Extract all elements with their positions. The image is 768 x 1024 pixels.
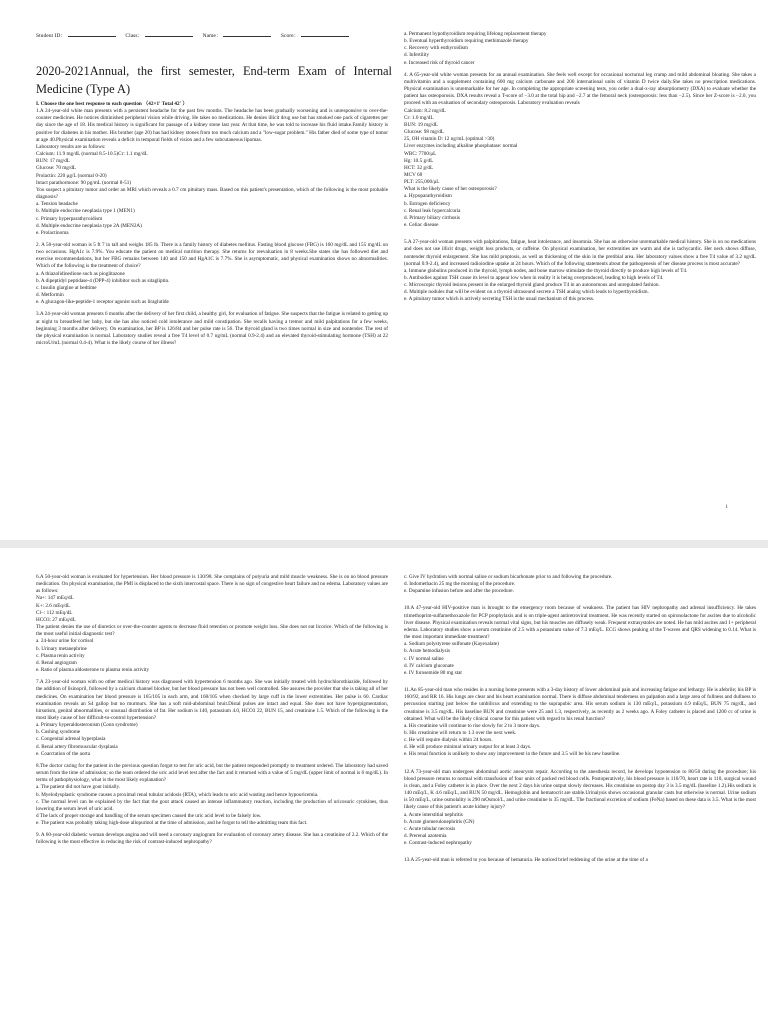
exam-text-line: d. Renal angiogram <box>36 659 77 666</box>
exam-text-line: e. His renal function is unlikely to show any improvement in the future and 3.5 will be his new baseline. <box>404 751 621 758</box>
exam-text-line: 7.A 23-year-old woman with no other medical history was diagnosed with hypertension 6 months ago. She was initially treated with hydrochlorothiazide, followed by the addition of lisinopril, followed by a calcium channel blocker, but her blood pressure has not been well controlled. She assures the provider that she is taking all of her medicines. On examination her blood pressure is 165/105 in each arm, and 168/105 when checked by large cuff in the lower extremities. Her pulse is 60. Cardiac examination reveals an S4 gallop but no murmurs. She has a soft mid-abdominal bruit.Distal pulses are intact and equal. She does not have hyperpigmentation, hirsutism, genital abnormalities, or unusual distribution of fat. Her sodium is 140, potassium 4.0, HCO3 22, BUN 15, and creatinine 1.5. Which of the following is the most likely cause of her difficult-to-control hypertension? <box>36 679 388 721</box>
exam-text-line: d. IV calcium gluconate <box>404 662 454 669</box>
exam-text-line: c. Congenital adrenal hyperplasia <box>36 736 106 743</box>
exam-text-line: Cr: 1.0 mg/dL <box>404 114 434 121</box>
exam-text-line: b. Multiple endocrine neoplasia type 1 (MEN1) <box>36 208 135 215</box>
exam-text-line: d. Metformin <box>36 292 64 299</box>
exam-text-line: d. He will produce minimal urinary output for at least 3 days. <box>404 744 532 751</box>
exam-text-line: c. IV normal saline <box>404 655 444 662</box>
exam-text-line: a. Permanent hypothyroidism requiring lifelong replacement therapy <box>404 31 547 37</box>
exam-text-line: b. A dipeptidyl peptidase-4 (DPP-4) inhibitor such as sitagliptin. <box>36 277 170 284</box>
name-label: Name： <box>202 33 222 39</box>
exam-text-line: Cl−: 112 mEq/dL <box>36 609 73 616</box>
exam-text-line: Glucose: 70 mg/dL <box>36 165 77 172</box>
class-blank <box>145 36 193 37</box>
exam-text-line: Calcium: 11.9 mg/dL (normal 8.5-10.5)Cr: 1.1 mg/dL <box>36 151 148 158</box>
exam-page-2 <box>0 548 768 1024</box>
exam-text-line: 9. A 60-year-old diabetic woman develops angina and will need a coronary angiogram for evaluation of coronary artery disease. She has a creatinine of 2.2. Which of the following is the most effective in reducing the risk of contrast-induced nephropathy? <box>36 832 388 846</box>
exam-text-line: Glucose: 98 mg/dL <box>404 129 445 136</box>
exam-text-line: e. Increased risk of thyroid cancer <box>404 59 475 66</box>
exam-text-line: b. Acute hemodialysis <box>404 648 450 655</box>
exam-text-line: 13.A 25-year-old man is referred to you because of hematuria. He noticed brief reddening of the urine at the time of a <box>404 857 648 864</box>
exam-text-line: b. Antibodies against TSH cause its level to appear low when in reality it is being overproduced, leading to high levels of T4. <box>404 275 664 281</box>
exam-text-line: Na+: 147 mEq/dL <box>36 595 74 602</box>
exam-text-line: WBC: 7700/μL <box>404 150 437 157</box>
exam-text-line: b. Cushing syndrome <box>36 729 81 736</box>
exam-text-line: d The lack of proper storage and handling of the serum specimen caused the uric acid level to be falsely low. <box>36 813 262 819</box>
exam-text-line: Calcium: 8.2 mg/dL <box>404 107 446 114</box>
page1-right-column <box>404 31 756 304</box>
exam-text-line: d. Multiple endocrine neoplasia type 2A (MEN2A) <box>36 222 142 229</box>
exam-text-line: b. Estrogen deficiency <box>404 200 451 207</box>
exam-text-line: HCO3: 27 mEq/dL <box>36 616 76 623</box>
student-id-label: Student ID： <box>36 33 66 39</box>
exam-text-line: 1.A 24-year-old white man presents with a persistent headache for the past few months. The headache has been gradually worsening and is unresponsive to over-the-counter medicines. He notices diminished peripheral vision while driving. He takes no medications. He denies illicit drug use but has smoked one pack of cigarettes per day since the age of 18. His medical history is significant for passage of a kidney stone last year. At that time, he was told to increase his fluid intake.Family history is positive for diabetes in his mother. His brother (age 20) has had kidney stones from too much calcium and a "low-sugar problem." His father died of some type of tumor at age 40.Physical examination reveals a deficit in temporal fields of vision and a few subcutaneous lipomas. <box>36 108 388 143</box>
exam-text-line: e. The patient was probably taking high-dose allopurinol at the time of admission, and he forgot to tell the admitting team this fact. <box>36 820 308 827</box>
exam-text-line: a. A thiazolidinedione such as pioglitazone <box>36 270 125 277</box>
exam-text-line: You suspect a pituitary tumor and order an MRI which reveals a 0.7 cm pituitary mass. Based on this patient's presentation, which of the following is the most probable diagnosis? <box>36 186 388 201</box>
exam-text-line: d. Indomethacin 25 mg the morning of the procedure. <box>404 581 516 588</box>
exam-text-line: 3.A 24-year-old woman presents 6 months after the delivery of her first child, a healthy girl, for evaluation of fatigue. She suspects that the fatigue is related to getting up at night to breastfeed her baby, but she has also noticed cold intolerance and mild constipation. She recalls having a tremor and mild palpitations for a few weeks, beginning 3 months after delivery. On examination, her BP is 126/84 and her pulse rate is 56. The thyroid gland is two times normal in size and nontender. The rest of the physical examination is normal. Laboratory studies reveal a free T4 level of 0.7 ng/mL (normal 0.9-2.4) and an elevated thyroid-stimulating hormone (TSH) at 22 microU/mL (normal 0.4-4). What is the likely course of her illness? <box>36 311 388 346</box>
exam-text-line: b. Acute glomerulonephritis (GN) <box>404 818 475 825</box>
exam-text-line: b. Urinary metanephrine <box>36 645 87 652</box>
exam-text-line: c. Microscopic thyroid lesions present in the enlarged thyroid gland produce T4 in an autonomous and unregulated fashion. <box>404 282 660 289</box>
exam-text-line: b. Eventual hyperthyroidism requiring methimazole therapy <box>404 38 529 45</box>
exam-text-line: e. Celiac disease <box>404 222 439 229</box>
exam-text-line: e. Coarctation of the aorta <box>36 750 91 757</box>
exam-text-line: e. A pituitary tumor which is actively secreting TSH is the usual mechanism of this process. <box>404 296 595 303</box>
exam-text-line: 25, OH vitamin D: 12 ng/mL (optimal >30) <box>404 136 495 143</box>
exam-text-line: d. Renal artery fibromuscular dysplasia <box>36 743 118 750</box>
exam-text-line: 11.An 85-year-old man who resides in a nursing home presents with a 3-day history of lower abdominal pain and increasing fatigue and lethargy. He is afebrile; his BP is 160/92, and RR 16. His lungs are clear and his heart examination normal. There is diffuse abdominal tenderness on palpation and a large area of fullness and dullness to percussion starting just below the umbilicus and extending to the suprapubic area. His serum sodium is 130 mEq/L, potassium 4.9 mEq/L, BUN 75 mg/dL, and creatinine is 3.5 mg/dL. His baseline BUN and creatinine were 25 and 1.3, respectively, as recently as 2 weeks ago. A Foley catheter is placed and 1200 cc of urine is obtained. What will be the likely clinical course for this patient with regard to his renal function? <box>404 687 756 722</box>
exam-text-line: 8.The doctor caring for the patient in the previous question forgot to test for uric acid, but the patient responded promptly to treatment ordered. The laboratory had saved serum from the time of admission; so the team ordered the uric acid level test after the fact and it returned with a value of 5 mg/dL (upper limit of normal is 6 mg/dL). In terms of pathophysiology, what is the most likely explanation? <box>36 762 388 784</box>
exam-text-line: a. Tension headache <box>36 201 78 208</box>
exam-text-line: c. Primary hyperparathyroidism <box>36 215 103 222</box>
exam-text-line: d. Multiple nodules that will be evident on a thyroid ultrasound secrete a TSH analog which leads to hyperthyroidism. <box>404 289 649 296</box>
exam-text-line: e. Contrast-induced nephropathy <box>404 840 472 847</box>
exam-text-line: The patient denies the use of diuretics or over-the-counter agents to decrease fluid retention or promote weight loss. She does not eat licorice. Which of the following is the most useful initial diagnostic test? <box>36 624 388 638</box>
exam-text-line: Liver enzymes including alkaline phosphatase: normal <box>404 143 518 150</box>
exam-text-line: c. He will require dialysis within 24 hours. <box>404 737 493 744</box>
exam-text-line: 12.A 73-year-old man undergoes abdominal aortic aneurysm repair. According to the anesthesia record, he develops hypotension to 80/50 during the procedure; his blood pressure returns to normal with transfusion of four units of packed red blood cells. Postoperatively, his blood pressure is 110/70, heart rate is 110, surgical wound is clean, and a Foley catheter is in place. Over the next 2 days his urine output slowly decreases. His creatinine on postop day 3 is 3.5 mg/dL (baseline 1.2).His sodium is 140 mEq/L, K 4.6 mEq/L, and BUN 50 mg/dL. Hemoglobin and hematocrit are stable.Urinalysis shows occasional granular casts but otherwise is normal. Urine sodium is 50 mEq/L, urine osmolality is 290 mOsmol/L, and urine creatinine is 35 mg/dL. The fractional excretion of sodium (FeNa) based on these data is 3.5. What is the most likely cause of this patient's acute kidney injury? <box>404 768 756 811</box>
exam-text-line: 5.A 27-year-old woman presents with palpitations, fatigue, heat intolerance, and insomnia. She has an otherwise unremarkable medical history. She is on no medications and does not use illicit drugs, weight loss products, or caffeine. On physical examination, her extremities are warm and she is tachycardic. Her neck shows diffuse, nontender thyroid enlargement. She has mild proptosis, as well as thickening of the skin in the pretibial area. Her laboratory values show a free T4 value of 3.2 ng/dL (normal 0.9-2.4), and increased radioiodine uptake at 24 hours. Which of the following statements about the pathogenesis of her disease process is most accurate? <box>404 239 756 267</box>
exam-text-line: c. Renal leak hypercalcuria <box>404 207 461 214</box>
page-number: 1 <box>725 505 728 510</box>
exam-text-line: c. Recovery with euthyroidism <box>404 45 468 52</box>
exam-text-line: a. Immune globulins produced in the thyroid, lymph nodes, and bone marrow stimulate the thyroid directly to produce high levels of T4. <box>404 267 688 274</box>
exam-text-line: 2. A 50-year-old woman is 5 ft 7 in tall and weighs 185 lb. There is a family history of diabetes mellitus. Fasting blood glucose (FBG) is 160 mg/dL and 155 mg/dL on two occasions. HgA1c is 7.9%. You educate the patient on medical nutrition therapy. She returns for reevaluation in 8 weeks.She states she has followed diet and exercise recommendations, but her FBG remains between 140 and 150 and HgA1C is 7.7%. She is asymptomatic, and physical examination shows no abnormalities. Which of the following is the treatment of choice? <box>36 241 388 270</box>
exam-text-line: K+: 2.6 mEq/dL <box>36 602 71 609</box>
exam-text-line: a. 24-hour urine for cortisol <box>36 638 94 645</box>
class-label: Class： <box>125 33 144 39</box>
exam-text-line: b. His creatinine will return to 1.3 over the next week. <box>404 729 517 736</box>
exam-text-line: b. Myelodysplastic syndrome causes a proximal renal tubular acidosis (RTA), which leads to uric acid wasting and hence hypouricemia. <box>36 791 319 798</box>
exam-text-line: c. Plasma renin activity <box>36 652 85 659</box>
exam-text-line: a. The patient did not have gout initially. <box>36 784 121 791</box>
page2-right-column <box>404 574 756 864</box>
exam-text-line: d. Prerenal azotemia <box>404 833 447 839</box>
score-label: Score： <box>280 33 300 39</box>
exam-text-line: Hg: 10.5 g/dL <box>404 157 434 164</box>
exam-text-line: BUN: 17 mg/dL <box>36 158 71 165</box>
exam-text-line: HCT: 32 g/dL <box>404 164 434 171</box>
exam-text-line: e. A glucagon-like-peptide-1 receptor agonist such as liraglutide <box>36 299 169 306</box>
exam-text-line: Intact parathormone: 90 pg/mL (normal 8-51) <box>36 179 132 186</box>
section-heading: I. Choose the one best response to each question （42×1′ Total 42′ ） <box>36 101 188 107</box>
exam-text-line: c. Insulin glargine at bedtime <box>36 284 97 291</box>
exam-text-line: 4. A 65-year-old white woman presents for an annual examination. She feels well except for occasional nocturnal leg cramp and mild abdominal bloating. She takes a multivitamin and a supplement containing 600 mg calcium carbonate and 200 international units of vitamin D twice daily.She takes no prescription medications. Physical examination is unremarkable for her age. In completing the appropriate screening tests, you order a dual-x-ray absorptiometry (DXA) to evaluate whether the patient has osteoporosis. DXA results reveal a T-score of −3.0 at the total hip and −2.7 at the femoral neck (osteoporosis: less than −2.5). Since her Z-score is −2.0, you proceed with an evaluation of secondary osteoporosis. Laboratory evaluation reveals <box>404 71 756 107</box>
exam-text-line: d. Infertility <box>404 52 430 59</box>
exam-text-line: d. Primary biliary cirrhosis <box>404 214 460 221</box>
exam-text-line: e. Prolactinoma <box>36 229 69 236</box>
exam-text-line: e. Dopamine infusion before and after the procedure. <box>404 588 514 595</box>
exam-title: 2020-2021Annual, the first semester, End-term Exam of Internal Medicine (Type A) <box>36 64 392 96</box>
exam-text-line: MCV 68 <box>404 171 423 178</box>
score-blank <box>301 36 349 37</box>
exam-text-line: c. Acute tubular necrosis <box>404 825 456 832</box>
student-info-header <box>36 31 357 39</box>
exam-text-line: 6.A 50-year-old woman is evaluated for hypertension. Her blood pressure is 130/98. She complains of polyuria and mild muscle weakness. She is on no blood pressure medication. On physical examination, the PMI is displaced to the sixth intercostal space. There is no sign of congestive heart failure and no edema. Laboratory values are as follows: <box>36 574 388 595</box>
exam-text-line: a. His creatinine will continue to rise slowly for 2 to 3 more days. <box>404 722 541 729</box>
exam-text-line: e. IV furosemide 80 mg stat <box>404 669 462 676</box>
name-blank <box>223 36 271 37</box>
page1-left-column <box>36 101 388 347</box>
exam-text-line: Laboratory results are as follows: <box>36 143 106 150</box>
exam-text-line: 10.A 47-year-old HIV-positive man is brought to the emergency room because of weakness. The patient has HIV nephropathy and adrenal insufficiency. He takes trimethoprim-sulfamethoxazole for PCP prophylaxis and is on triple-agent antiretroviral treatment. He was recently started on spironolactone for ascites due to alcoholic liver disease. Physical examination reveals normal vital signs, but his muscles are diffusely weak. Frequent extrasystoles are noted. He has mild ascites and 1+ peripheral edema. Laboratory studies show a serum creatinine of 2.5 with a potassium value of 7.3 mEq/L. ECG shows peaking of the T-waves and QRS widening to 0.14. What is the most important immediate treatment? <box>404 605 756 641</box>
exam-text-line: a. Hypoparathyroidism <box>404 193 452 200</box>
exam-text-line: e. Ratio of plasma aldosterone to plasma renin activity <box>36 667 150 674</box>
exam-text-line: What is the likely cause of her osteoporosis? <box>404 186 497 193</box>
exam-text-line: c. The normal level can be explained by the fact that the gout attack caused an intense inflammatory reaction, including the production of uricosuric cytokines, thus lowering the serum level of uric acid. <box>36 798 388 812</box>
exam-text-line: BUN: 19 mg/dL <box>404 121 439 128</box>
page2-left-column <box>36 574 388 847</box>
exam-text-line: a. Sodium polystyrene sulfonate (Kayexalate) <box>404 641 499 648</box>
exam-text-line: c. Give IV hydration with normal saline or sodium bicarbonate prior to and following the procedure. <box>404 574 613 580</box>
student-id-blank <box>68 36 116 37</box>
exam-text-line: Prolactin: 220 μg/L (normal 0-20) <box>36 172 107 179</box>
exam-text-line: PLT: 255,000/μL <box>404 179 440 186</box>
exam-text-line: a. Acute interstitial nephritis <box>404 811 463 818</box>
exam-text-line: a. Primary hyperaldosteronism (Conn syndrome) <box>36 722 138 729</box>
